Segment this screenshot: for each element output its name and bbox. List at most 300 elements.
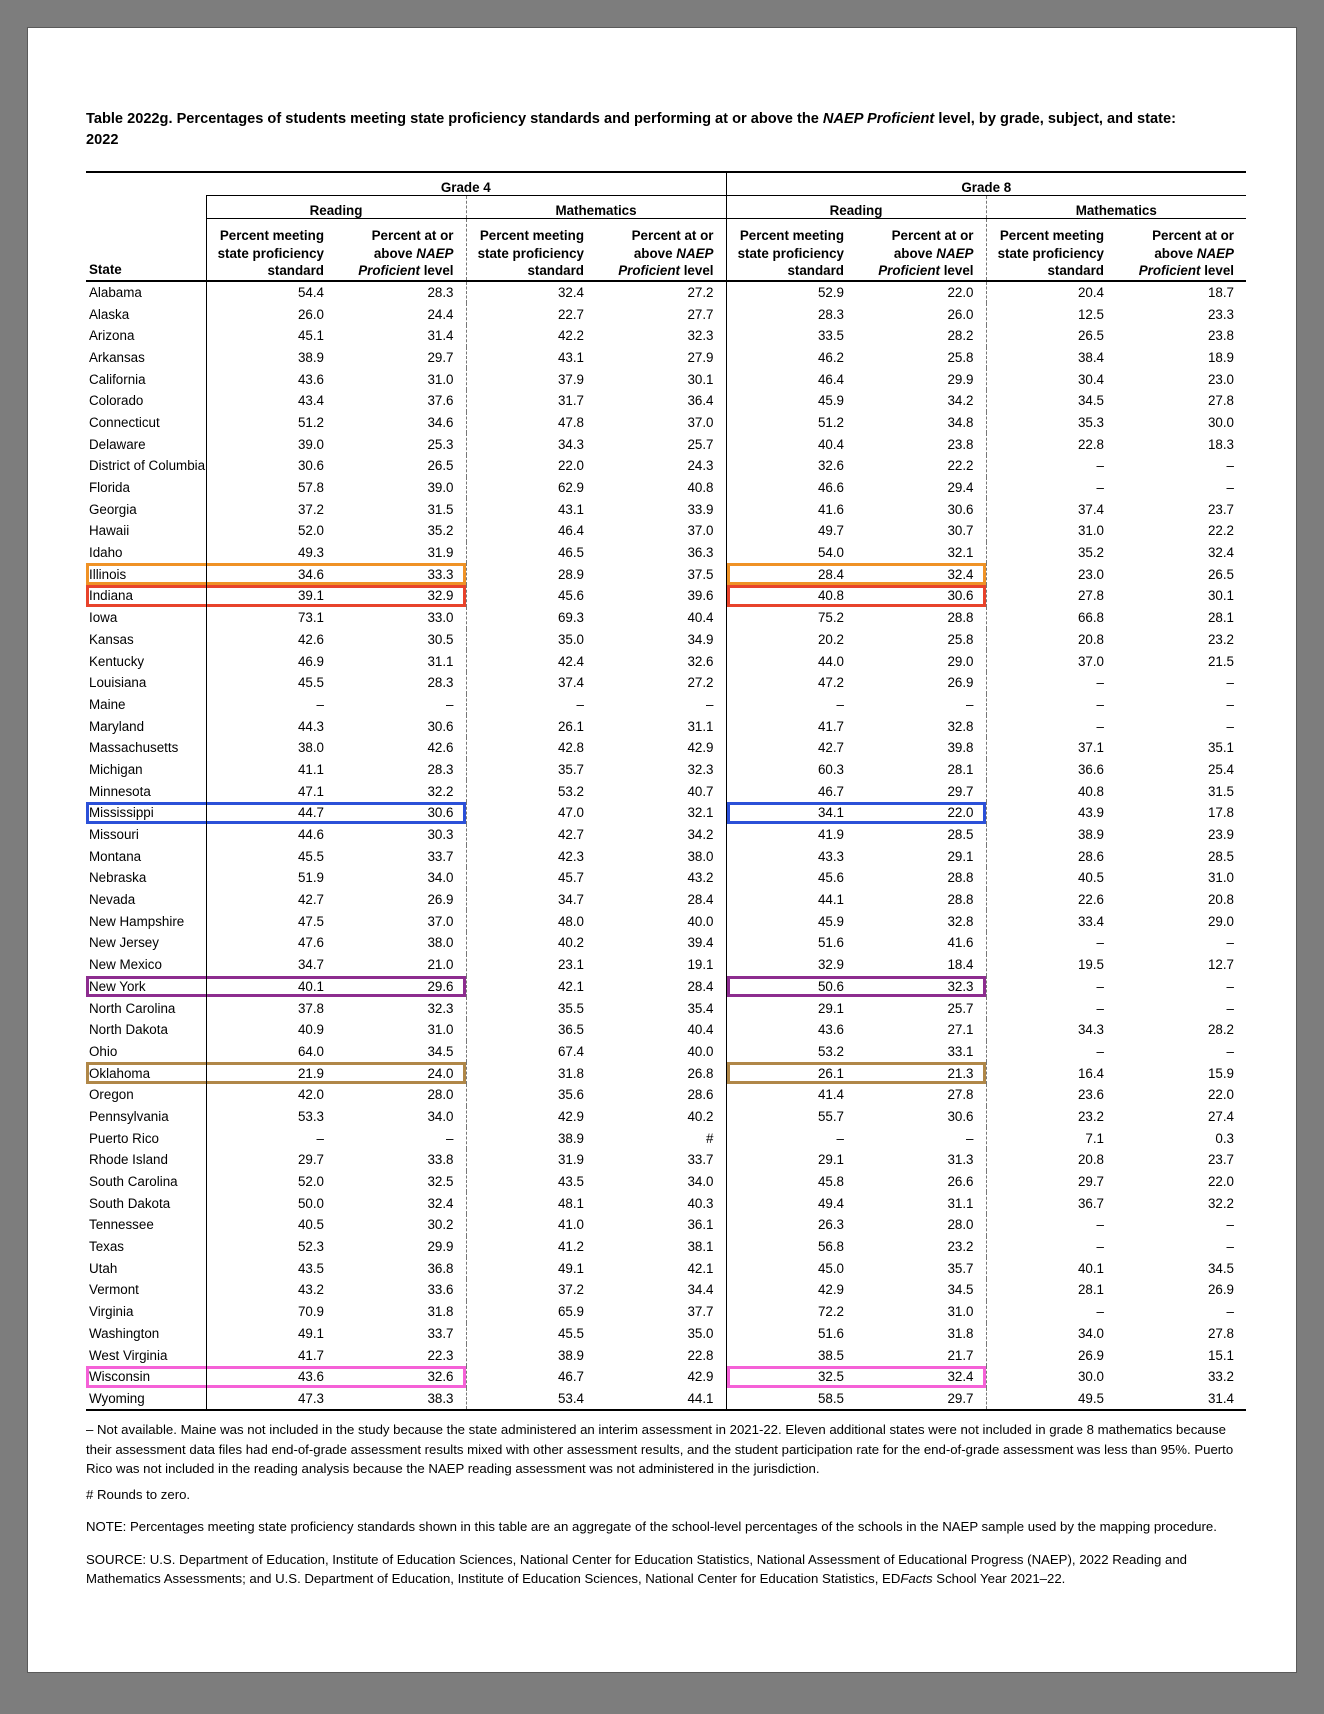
state-cell: Nebraska	[86, 867, 206, 889]
value-cell: 19.1	[596, 954, 726, 976]
value-cell: 37.0	[596, 520, 726, 542]
state-cell: Hawaii	[86, 520, 206, 542]
value-cell: 49.7	[817, 523, 844, 539]
value-cell: 40.5	[297, 1217, 324, 1233]
value-cell: –	[1096, 696, 1104, 712]
value-cell: 23.0	[1207, 371, 1234, 387]
value-cell: 30.6	[297, 458, 324, 474]
value-cell: 27.7	[596, 303, 726, 325]
state-cell: Puerto Rico	[86, 1127, 206, 1149]
value-cell: 23.2	[1077, 1108, 1104, 1124]
value-cell: 32.3	[596, 759, 726, 781]
value-cell: 33.5	[817, 328, 844, 344]
state-cell: Nevada	[86, 889, 206, 911]
value-cell: 22.0	[1207, 1174, 1234, 1190]
state-cell: New Hampshire	[86, 910, 206, 932]
grade8-reading-header: Reading	[726, 196, 986, 219]
value-cell: 44.6	[297, 827, 324, 843]
value-cell: 43.5	[557, 1174, 584, 1190]
value-cell: 23.9	[1207, 827, 1234, 843]
value-cell: 57.8	[297, 480, 324, 496]
table-row	[86, 498, 1246, 520]
value-cell: 32.9	[817, 957, 844, 973]
value-cell: 28.5	[856, 824, 986, 846]
value-cell: 40.2	[596, 1106, 726, 1128]
value-cell: 30.6	[856, 585, 986, 607]
footnote-rounds-to-zero: # Rounds to zero.	[86, 1486, 191, 1502]
value-cell: 26.1	[726, 1062, 856, 1084]
value-cell: 36.6	[1077, 761, 1104, 777]
value-cell: 36.7	[1077, 1195, 1104, 1211]
value-cell: 43.1	[557, 501, 584, 517]
value-cell: 42.9	[596, 737, 726, 759]
value-cell: 38.9	[297, 349, 324, 365]
value-cell: 39.0	[297, 436, 324, 452]
state-cell: District of Columbia	[86, 455, 206, 477]
table-row	[86, 1388, 1246, 1411]
value-cell: 7.1	[1085, 1130, 1104, 1146]
value-cell: 47.0	[557, 805, 584, 821]
value-cell: 38.9	[557, 1130, 584, 1146]
value-cell: 45.6	[817, 870, 844, 886]
state-cell: Vermont	[86, 1279, 206, 1301]
value-cell: 40.9	[297, 1022, 324, 1038]
value-cell: –	[1226, 718, 1234, 734]
value-cell: 26.8	[596, 1062, 726, 1084]
state-cell: Georgia	[86, 498, 206, 520]
value-cell: 46.4	[817, 371, 844, 387]
value-cell: 35.7	[557, 761, 584, 777]
table-row	[86, 889, 1246, 911]
state-cell: Kentucky	[86, 650, 206, 672]
value-cell: 29.1	[817, 1152, 844, 1168]
value-cell: 41.6	[856, 932, 986, 954]
table-row	[86, 824, 1246, 846]
value-cell: 58.5	[817, 1390, 844, 1406]
value-cell: 52.3	[297, 1239, 324, 1255]
value-cell: 42.8	[557, 740, 584, 756]
value-cell: 30.1	[1207, 588, 1234, 604]
value-cell: 26.5	[336, 455, 466, 477]
value-cell: 41.6	[817, 501, 844, 517]
value-cell: –	[1226, 1304, 1234, 1320]
value-cell: 62.9	[557, 480, 584, 496]
grade8-header: Grade 8	[726, 172, 1246, 196]
value-cell: 46.5	[557, 545, 584, 561]
footnote-source: SOURCE: U.S. Department of Education, Institute of Education Sciences, National Center for Education Statistics, National Assessment of Educational Progress (NAEP), 2022 Reading and Mathematics Assessments; and U.S. Department of Education, Institute of Education Sciences, National Center for Education Statistics, EDFacts School Year 2021–22.	[86, 1551, 1187, 1587]
value-cell: 54.0	[817, 545, 844, 561]
value-cell: 29.9	[856, 368, 986, 390]
value-cell: 39.1	[206, 585, 336, 607]
table-row	[86, 1344, 1246, 1366]
table-row	[86, 1149, 1246, 1171]
value-cell: 47.3	[297, 1390, 324, 1406]
table-row	[86, 390, 1246, 412]
value-cell: 18.9	[1207, 349, 1234, 365]
value-cell: 40.1	[1077, 1260, 1104, 1276]
value-cell: 37.7	[596, 1301, 726, 1323]
g8-reading-standard-header: Percent meeting state proficiency standard	[726, 219, 856, 281]
value-cell: 25.7	[856, 997, 986, 1019]
value-cell: 37.1	[1077, 740, 1104, 756]
state-cell: Montana	[86, 845, 206, 867]
value-cell: 31.7	[557, 393, 584, 409]
value-cell: 18.3	[1207, 436, 1234, 452]
value-cell: 19.5	[1077, 957, 1104, 973]
value-cell: 53.4	[557, 1390, 584, 1406]
table-row	[86, 1257, 1246, 1279]
value-cell: –	[1226, 935, 1234, 951]
value-cell: 32.2	[1207, 1195, 1234, 1211]
table-row	[86, 281, 1246, 304]
value-cell: –	[1096, 1043, 1104, 1059]
value-cell: 40.2	[557, 935, 584, 951]
state-cell: Iowa	[86, 607, 206, 629]
grade4-reading-header: Reading	[206, 196, 466, 219]
state-cell: Pennsylvania	[86, 1106, 206, 1128]
value-cell: 22.7	[557, 306, 584, 322]
table-row	[86, 997, 1246, 1019]
value-cell: 45.9	[817, 393, 844, 409]
value-cell: 40.1	[206, 976, 336, 998]
value-cell: 49.5	[1077, 1390, 1104, 1406]
value-cell: 26.5	[1207, 566, 1234, 582]
value-cell: 32.3	[336, 997, 466, 1019]
value-cell: 32.4	[336, 1192, 466, 1214]
value-cell: 30.2	[336, 1214, 466, 1236]
value-cell: 41.0	[557, 1217, 584, 1233]
title-year: 2022	[86, 132, 119, 148]
value-cell: 33.0	[336, 607, 466, 629]
value-cell: 41.1	[297, 761, 324, 777]
value-cell: 37.6	[336, 390, 466, 412]
value-cell: 30.1	[596, 368, 726, 390]
value-cell: 40.4	[596, 1019, 726, 1041]
value-cell: 41.7	[297, 1347, 324, 1363]
value-cell: 52.0	[297, 1174, 324, 1190]
value-cell: 34.7	[297, 957, 324, 973]
value-cell: 26.0	[297, 306, 324, 322]
value-cell: 32.1	[596, 802, 726, 824]
value-cell: 31.9	[336, 542, 466, 564]
table-row	[86, 1084, 1246, 1106]
state-cell: New York	[86, 976, 206, 998]
table-row	[86, 347, 1246, 369]
value-cell: 37.9	[557, 371, 584, 387]
state-cell: Delaware	[86, 433, 206, 455]
state-cell: Alaska	[86, 303, 206, 325]
value-cell: 20.8	[1077, 1152, 1104, 1168]
value-cell: 28.3	[336, 672, 466, 694]
table-row	[86, 325, 1246, 347]
value-cell: 42.1	[557, 978, 584, 994]
table-row	[86, 455, 1246, 477]
value-cell: 23.7	[1207, 1152, 1234, 1168]
proficiency-table	[86, 171, 1246, 1411]
title-italic-naep-proficient: NAEP Proficient	[822, 111, 935, 127]
grade8-mathematics-header: Mathematics	[986, 196, 1246, 219]
value-cell: 34.3	[557, 436, 584, 452]
value-cell: 40.4	[817, 436, 844, 452]
value-cell: 38.9	[1077, 827, 1104, 843]
value-cell: 42.7	[557, 827, 584, 843]
value-cell: 34.6	[206, 563, 336, 585]
footnote-note: NOTE: Percentages meeting state proficiency standards shown in this table are an aggregate of the school-level percentages of the schools in the NAEP sample used by the mapping procedure.	[86, 1519, 1217, 1535]
state-cell: North Dakota	[86, 1019, 206, 1041]
value-cell: 23.2	[1207, 631, 1234, 647]
value-cell: 51.2	[817, 414, 844, 430]
value-cell: 52.9	[817, 284, 844, 300]
value-cell: 31.4	[1207, 1390, 1234, 1406]
value-cell: –	[1096, 978, 1104, 994]
state-cell: Tennessee	[86, 1214, 206, 1236]
value-cell: 15.1	[1207, 1347, 1234, 1363]
value-cell: 32.8	[856, 715, 986, 737]
value-cell: 29.9	[336, 1236, 466, 1258]
value-cell: 37.0	[596, 412, 726, 434]
value-cell: 45.7	[557, 870, 584, 886]
value-cell: 34.5	[336, 1041, 466, 1063]
value-cell: 27.2	[596, 281, 726, 304]
value-cell: 21.3	[856, 1062, 986, 1084]
value-cell: –	[596, 694, 726, 716]
table-row	[86, 303, 1246, 325]
value-cell: 16.4	[1077, 1065, 1104, 1081]
table-row-highlighted-orange	[86, 563, 1246, 585]
value-cell: 37.5	[596, 563, 726, 585]
g4-math-standard-header: Percent meeting state proficiency standard	[466, 219, 596, 281]
value-cell: 31.1	[336, 650, 466, 672]
value-cell: 45.5	[297, 848, 324, 864]
table-row	[86, 1019, 1246, 1041]
value-cell: 37.4	[557, 675, 584, 691]
value-cell: 20.2	[817, 631, 844, 647]
table-row-highlighted-purple	[86, 976, 1246, 998]
value-cell: 23.7	[1207, 501, 1234, 517]
value-cell: 47.1	[297, 783, 324, 799]
value-cell: 40.8	[726, 585, 856, 607]
value-cell: 25.7	[596, 433, 726, 455]
value-cell: 36.3	[596, 542, 726, 564]
value-cell: 31.0	[1207, 870, 1234, 886]
value-cell: 44.3	[297, 718, 324, 734]
value-cell: 41.7	[817, 718, 844, 734]
value-cell: 40.0	[596, 910, 726, 932]
value-cell: 34.0	[336, 1106, 466, 1128]
table-row	[86, 1323, 1246, 1345]
value-cell: 33.3	[336, 563, 466, 585]
value-cell: 42.1	[596, 1257, 726, 1279]
value-cell: 38.0	[336, 932, 466, 954]
table-row	[86, 1214, 1246, 1236]
value-cell: 34.0	[1077, 1325, 1104, 1341]
table-row	[86, 672, 1246, 694]
value-cell: 18.4	[856, 954, 986, 976]
grade4-header: Grade 4	[206, 172, 726, 196]
table-row	[86, 932, 1246, 954]
value-cell: 26.9	[336, 889, 466, 911]
table-row-highlighted-tan	[86, 1062, 1246, 1084]
value-cell: 22.0	[856, 281, 986, 304]
value-cell: 33.7	[336, 845, 466, 867]
value-cell: 35.1	[1207, 740, 1234, 756]
value-cell: 40.0	[596, 1041, 726, 1063]
page-title	[86, 109, 1246, 151]
value-cell: 47.5	[297, 913, 324, 929]
value-cell: 32.6	[336, 1366, 466, 1388]
state-cell: South Carolina	[86, 1171, 206, 1193]
value-cell: 34.5	[1077, 393, 1104, 409]
value-cell: 53.2	[817, 1043, 844, 1059]
table-row	[86, 954, 1246, 976]
value-cell: 29.0	[856, 650, 986, 672]
value-cell: 28.8	[856, 867, 986, 889]
value-cell: 42.7	[297, 892, 324, 908]
value-cell: 48.1	[557, 1195, 584, 1211]
value-cell: 28.4	[726, 563, 856, 585]
value-cell: 26.0	[856, 303, 986, 325]
value-cell: 42.9	[557, 1108, 584, 1124]
value-cell: 21.0	[336, 954, 466, 976]
value-cell: 25.8	[856, 347, 986, 369]
value-cell: 28.3	[336, 281, 466, 304]
value-cell: 32.4	[557, 284, 584, 300]
value-cell: 24.4	[336, 303, 466, 325]
table-row	[86, 650, 1246, 672]
value-cell: 29.0	[1207, 913, 1234, 929]
value-cell: 30.4	[1077, 371, 1104, 387]
value-cell: 22.8	[596, 1344, 726, 1366]
value-cell: 27.1	[856, 1019, 986, 1041]
value-cell: 42.9	[817, 1282, 844, 1298]
value-cell: 23.0	[1077, 566, 1104, 582]
title-text: Table 2022g. Percentages of students meeting state proficiency standards and performing at or above the	[86, 111, 823, 127]
table-row	[86, 1279, 1246, 1301]
value-cell: 29.4	[856, 477, 986, 499]
value-cell: 27.4	[1207, 1108, 1234, 1124]
value-cell: 69.3	[557, 610, 584, 626]
value-cell: 25.8	[856, 629, 986, 651]
value-cell: 41.9	[817, 827, 844, 843]
value-cell: 43.4	[297, 393, 324, 409]
value-cell: 43.3	[817, 848, 844, 864]
value-cell: 27.2	[596, 672, 726, 694]
value-cell: 44.1	[817, 892, 844, 908]
edfacts-italic: Facts	[900, 1571, 933, 1587]
value-cell: 28.1	[1077, 1282, 1104, 1298]
state-col-spacer	[86, 196, 206, 219]
table-row	[86, 867, 1246, 889]
value-cell: 45.0	[817, 1260, 844, 1276]
value-cell: 31.8	[856, 1323, 986, 1345]
value-cell: 38.1	[596, 1236, 726, 1258]
state-cell: Utah	[86, 1257, 206, 1279]
value-cell: 47.8	[557, 414, 584, 430]
value-cell: –	[1226, 458, 1234, 474]
value-cell: 28.4	[596, 976, 726, 998]
value-cell: 28.2	[856, 325, 986, 347]
value-cell: –	[1096, 1239, 1104, 1255]
value-cell: 15.9	[1207, 1065, 1234, 1081]
value-cell: #	[596, 1127, 726, 1149]
value-cell: 0.3	[1215, 1130, 1234, 1146]
value-cell: –	[1096, 1000, 1104, 1016]
value-cell: 70.9	[297, 1304, 324, 1320]
value-cell: 38.9	[557, 1347, 584, 1363]
value-cell: 31.0	[1077, 523, 1104, 539]
value-cell: 35.2	[1077, 545, 1104, 561]
state-cell: Indiana	[86, 585, 206, 607]
state-cell: New Mexico	[86, 954, 206, 976]
state-cell: South Dakota	[86, 1192, 206, 1214]
value-cell: 38.4	[1077, 349, 1104, 365]
value-cell: 40.8	[1077, 783, 1104, 799]
value-cell: 28.5	[1207, 848, 1234, 864]
value-cell: 65.9	[557, 1304, 584, 1320]
value-cell: 40.5	[1077, 870, 1104, 886]
value-cell: 40.8	[596, 477, 726, 499]
value-cell: 31.3	[856, 1149, 986, 1171]
table-row	[86, 1106, 1246, 1128]
g4-math-naep-header: Percent at or above NAEP Proficient level	[596, 219, 726, 281]
value-cell: 45.5	[557, 1325, 584, 1341]
value-cell: –	[1226, 1217, 1234, 1233]
value-cell: 28.6	[596, 1084, 726, 1106]
table-row	[86, 715, 1246, 737]
value-cell: 22.2	[1207, 523, 1234, 539]
value-cell: 39.4	[596, 932, 726, 954]
value-cell: 32.8	[856, 910, 986, 932]
value-cell: 23.1	[557, 957, 584, 973]
value-cell: 41.4	[817, 1087, 844, 1103]
table-row	[86, 412, 1246, 434]
value-cell: 34.6	[336, 412, 466, 434]
value-cell: –	[336, 1127, 466, 1149]
value-cell: 45.6	[557, 588, 584, 604]
value-cell: –	[1226, 1000, 1234, 1016]
value-cell: 42.4	[557, 653, 584, 669]
state-cell: Connecticut	[86, 412, 206, 434]
value-cell: 33.7	[596, 1149, 726, 1171]
value-cell: 33.7	[336, 1323, 466, 1345]
value-cell: 35.0	[596, 1323, 726, 1345]
value-cell: 34.7	[557, 892, 584, 908]
value-cell: 48.0	[557, 913, 584, 929]
value-cell: 35.7	[856, 1257, 986, 1279]
value-cell: 32.4	[1207, 545, 1234, 561]
value-cell: 50.6	[726, 976, 856, 998]
state-cell: New Jersey	[86, 932, 206, 954]
value-cell: –	[1096, 1217, 1104, 1233]
value-cell: 27.8	[1077, 588, 1104, 604]
value-cell: –	[316, 1130, 324, 1146]
table-row	[86, 759, 1246, 781]
value-cell: –	[1226, 1239, 1234, 1255]
value-cell: –	[1096, 718, 1104, 734]
table-row	[86, 845, 1246, 867]
value-cell: 22.0	[856, 802, 986, 824]
value-cell: 20.8	[1077, 631, 1104, 647]
value-cell: 42.9	[596, 1366, 726, 1388]
value-cell: 30.0	[1207, 414, 1234, 430]
value-cell: 30.6	[336, 802, 466, 824]
table-row	[86, 737, 1246, 759]
value-cell: 38.0	[297, 740, 324, 756]
value-cell: 31.8	[557, 1065, 584, 1081]
value-cell: 28.3	[336, 759, 466, 781]
grade4-mathematics-header: Mathematics	[466, 196, 726, 219]
value-cell: 12.7	[1207, 957, 1234, 973]
